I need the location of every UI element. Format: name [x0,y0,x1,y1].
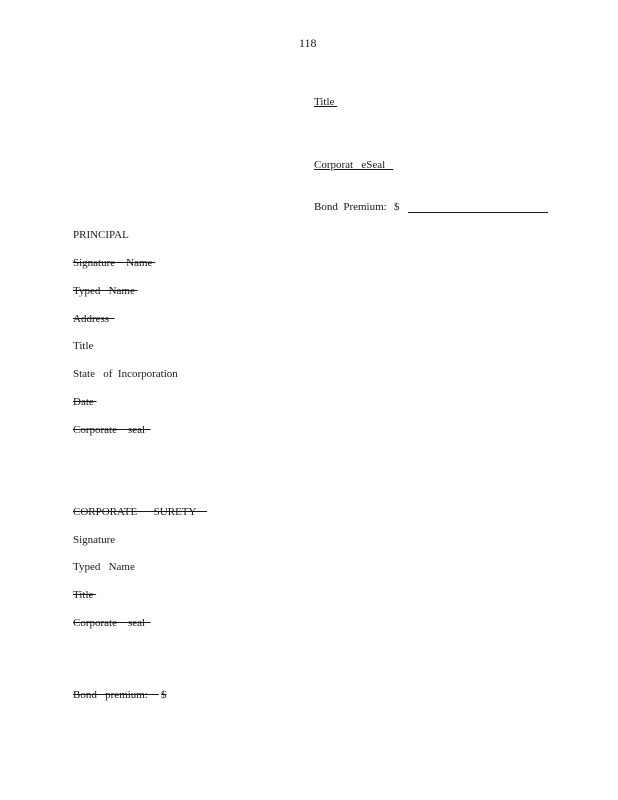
principal-date: Date [73,396,97,408]
principal-typed-name: Typed Name [73,285,138,297]
principal-heading: PRINCIPAL [73,229,129,241]
surety-heading: CORPORATE SURETY [73,506,208,518]
principal-title: Title [73,340,94,352]
bond-premium-currency: $ [394,201,400,213]
bottom-bond-premium: Bond premium: [73,689,159,701]
surety-corporate-seal: Corporate seal [73,617,151,629]
principal-address: Address [73,313,115,325]
bond-premium-blank-line [408,212,548,213]
surety-typed-name: Typed Name [73,561,135,573]
surety-signature: Signature [73,534,116,546]
principal-signature-name: Signature Name [73,257,156,269]
surety-title: Title [73,589,97,601]
principal-state-of-incorporation: State of Incorporation [73,368,178,380]
principal-corporate-seal: Corporate seal [73,424,151,436]
bond-premium-label: Bond Premium: [314,201,387,213]
right-corporate-seal-field: Corporat eSeal [314,159,394,171]
bottom-bond-premium-currency: $ [161,689,167,701]
page-number: 118 [299,36,317,50]
right-title-field: Title [314,96,338,108]
